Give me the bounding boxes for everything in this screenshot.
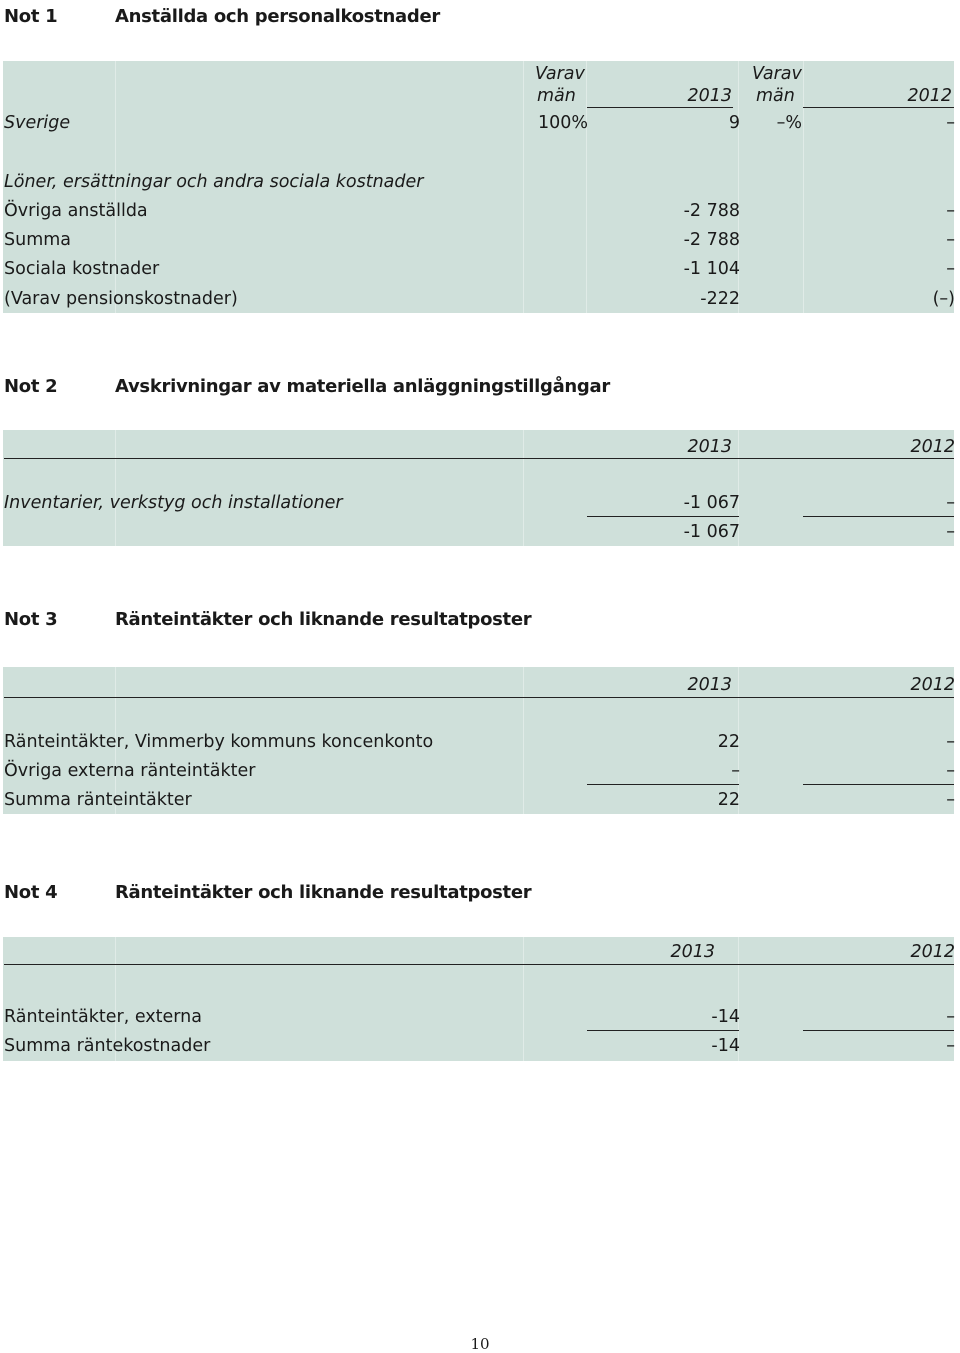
note3-row-label: Summa ränteintäkter — [4, 790, 192, 810]
note3-row-label: Ränteintäkter, Vimmerby kommuns koncenkonto — [4, 732, 434, 752]
note3-row-2013: 22 — [717, 732, 740, 752]
note2-year-2: 2012 — [910, 437, 955, 457]
note1-row-2012: – — [946, 201, 955, 221]
note2-panel — [3, 430, 954, 546]
note1-header-year-2: 2012 — [907, 86, 952, 106]
note4-row-2012: – — [946, 1036, 955, 1056]
note1-row-2013: -1 104 — [683, 259, 740, 279]
note1-row-label: Övriga anställda — [4, 201, 148, 221]
note1-country-count-2012: – — [946, 113, 955, 133]
note4-row-label: Summa räntekostnader — [4, 1036, 211, 1056]
note2-title: Not 2 — [4, 376, 58, 397]
note4-year-1: 2013 — [670, 942, 715, 962]
note4-name: Ränteintäkter och liknande resultatposter — [115, 882, 532, 903]
note1-row-label: Sociala kostnader — [4, 259, 160, 279]
note1-row-2013: -222 — [700, 289, 740, 309]
note4-row-2013: -14 — [711, 1007, 740, 1027]
note2-year-1: 2013 — [687, 437, 732, 457]
note1-row-label: (Varav pensionskostnader) — [4, 289, 238, 309]
note1-header-man-2: män — [756, 86, 795, 106]
note1-title: Not 1 — [4, 6, 58, 27]
page-number: 10 — [470, 1335, 490, 1353]
note1-country-pct-2012: –% — [776, 113, 802, 133]
note3-name: Ränteintäkter och liknande resultatposter — [115, 609, 532, 630]
note2-row-2012: – — [946, 493, 955, 513]
note1-country-count-2013: 9 — [728, 113, 740, 133]
note1-row-2012: (–) — [932, 289, 955, 309]
note1-row-2013: -2 788 — [683, 201, 740, 221]
note1-header-varav-1: Varav — [535, 64, 585, 84]
note1-row-2012: – — [946, 230, 955, 250]
note4-row-2012: – — [946, 1007, 955, 1027]
note3-row-2012: – — [946, 761, 955, 781]
note4-title: Not 4 — [4, 882, 58, 903]
note2-name: Avskrivningar av materiella anläggningstillgångar — [115, 376, 610, 397]
note1-country-pct-2013: 100% — [537, 113, 588, 133]
note3-row-2012: – — [946, 790, 955, 810]
note1-name: Anställda och personalkostnader — [115, 6, 440, 27]
note3-row-label: Övriga externa ränteintäkter — [4, 761, 256, 781]
note3-row-2013: – — [731, 761, 740, 781]
note2-total-2012: – — [946, 522, 955, 542]
note1-header-man-1: män — [537, 86, 576, 106]
note3-year-1: 2013 — [687, 675, 732, 695]
note1-header-varav-2: Varav — [752, 64, 802, 84]
note2-total-2013: -1 067 — [683, 522, 740, 542]
note1-country-label: Sverige — [4, 113, 71, 133]
note3-title: Not 3 — [4, 609, 58, 630]
note2-row-label: Inventarier, verkstyg och installationer — [4, 493, 343, 513]
note1-row-2013: -2 788 — [683, 230, 740, 250]
note3-row-2013: 22 — [717, 790, 740, 810]
note1-header-year-1: 2013 — [687, 86, 732, 106]
note2-row-2013: -1 067 — [683, 493, 740, 513]
note4-year-2: 2012 — [910, 942, 955, 962]
note4-row-label: Ränteintäkter, externa — [4, 1007, 202, 1027]
note1-row-2012: – — [946, 259, 955, 279]
note3-year-2: 2012 — [910, 675, 955, 695]
note4-row-2013: -14 — [711, 1036, 740, 1056]
note3-row-2012: – — [946, 732, 955, 752]
note1-section-heading: Löner, ersättningar och andra sociala kostnader — [4, 172, 424, 192]
note1-row-label: Summa — [4, 230, 72, 250]
